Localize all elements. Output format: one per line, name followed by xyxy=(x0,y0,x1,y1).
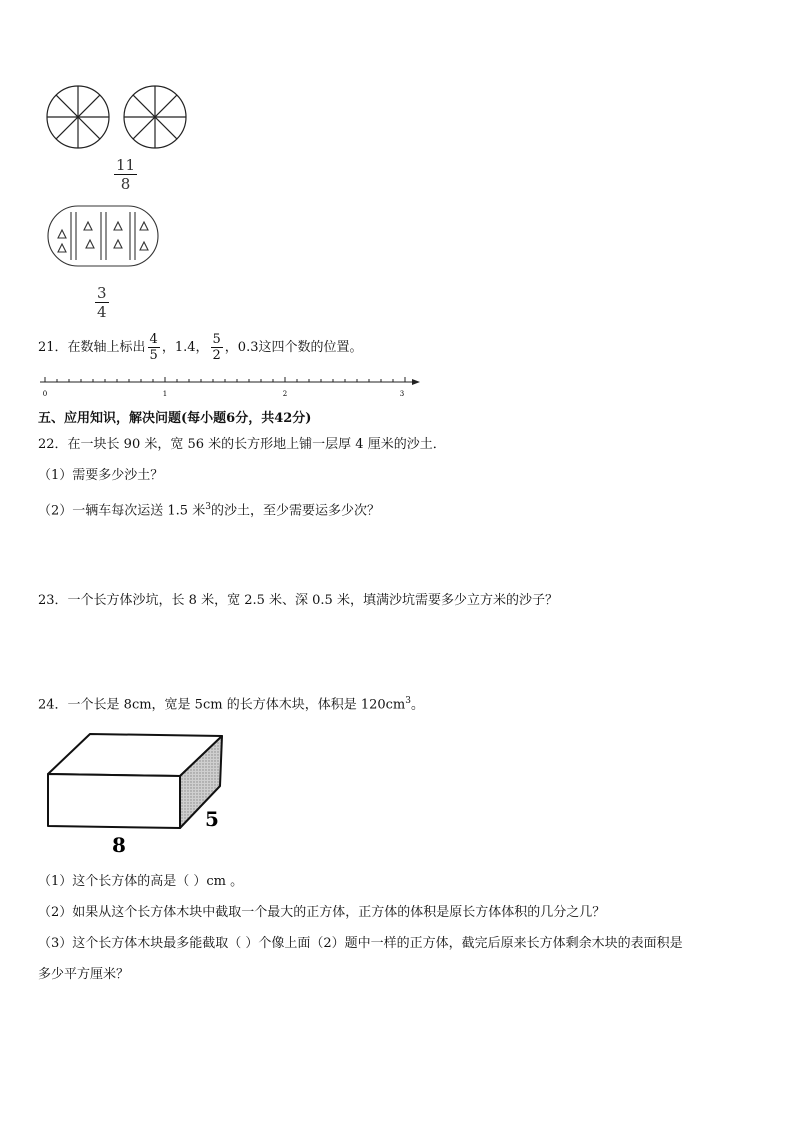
question-22-part-2 xyxy=(38,498,380,520)
q21-fraction-2 xyxy=(211,332,223,363)
q22-part2-sup: 3 xyxy=(205,502,211,512)
question-22-stem: 22．在一块长 90 米，宽 56 米的长方形地上铺一层厚 4 厘米的沙土． xyxy=(38,437,446,452)
triangle-shape xyxy=(140,222,148,230)
axis-label-2: 2 xyxy=(282,390,288,398)
circles-fraction-label xyxy=(114,156,137,193)
cuboid-length-label: 8 xyxy=(112,833,126,857)
triangles-oval-figure xyxy=(44,202,164,272)
triangle-shape xyxy=(58,230,66,238)
q21-frac1-denominator: 5 xyxy=(149,348,158,363)
q21-frac2-denominator: 2 xyxy=(212,348,221,363)
question-24-part-3-line-1: （3）这个长方体木块最多能截取（ ）个像上面（2）题中一样的正方体，截完后原来长方体剩余木块的表面积是 xyxy=(38,936,683,951)
q24-stem-b: 。 xyxy=(411,697,425,713)
cuboid-front-face xyxy=(48,774,180,828)
q22-part2-a: （2）一辆车每次运送 1.5 米 xyxy=(38,503,206,519)
arrow-right-icon xyxy=(412,379,420,385)
oval-fraction-label xyxy=(95,284,109,321)
cuboid-width-label: 5 xyxy=(205,807,219,831)
q21-prefix: 21．在数轴上标出 xyxy=(38,340,146,355)
eighths-circle-left xyxy=(47,86,109,148)
q21-mid: ，1.4， xyxy=(161,340,209,355)
q21-frac2-numerator: 5 xyxy=(212,332,221,347)
section-5-title: 五、应用知识，解决问题(每小题6分，共42分) xyxy=(38,411,312,426)
cuboid-figure xyxy=(40,730,240,858)
triangle-shape xyxy=(114,222,122,230)
question-21 xyxy=(38,330,362,366)
eighths-circles-figure xyxy=(40,78,200,164)
q21-fraction-1 xyxy=(148,332,160,363)
triangle-shape xyxy=(84,222,92,230)
q22-part2-b: 的沙土，至少需要运多少次？ xyxy=(210,503,380,519)
circles-fraction-denominator: 8 xyxy=(120,175,131,193)
question-24-part-3-line-2: 多少平方厘米？ xyxy=(38,967,130,982)
triangle-shape xyxy=(86,240,94,248)
question-24-stem xyxy=(38,692,424,714)
question-24-part-2: （2）如果从这个长方体木块中截取一个最大的正方体，正方体的体积是原长方体体积的几分之几？ xyxy=(38,905,606,920)
triangle-shape xyxy=(140,242,148,250)
axis-label-3: 3 xyxy=(399,390,405,398)
triangle-shape xyxy=(114,240,122,248)
oval-fraction-denominator: 4 xyxy=(97,303,107,321)
q24-stem-a: 24．一个长是 8cm，宽是 5cm 的长方体木块，体积是 120cm xyxy=(38,697,406,713)
number-line xyxy=(36,374,426,400)
q24-stem-sup: 3 xyxy=(405,696,411,706)
oval-fraction-numerator: 3 xyxy=(97,284,107,302)
q21-frac1-numerator: 4 xyxy=(149,332,158,347)
q21-suffix: ，0.3这四个数的位置。 xyxy=(224,340,363,355)
axis-label-0: 0 xyxy=(42,390,48,398)
eighths-circle-right xyxy=(124,86,186,148)
triangle-shape xyxy=(58,244,66,252)
question-23-stem: 23．一个长方体沙坑，长 8 米，宽 2.5 米、深 0.5 米，填满沙坑需要多少立方米的沙子？ xyxy=(38,593,558,608)
circles-fraction-numerator: 11 xyxy=(116,156,136,174)
question-24-part-1: （1）这个长方体的高是（ ）cm 。 xyxy=(38,874,244,889)
axis-label-1: 1 xyxy=(162,390,168,398)
question-22-part-1: （1）需要多少沙土？ xyxy=(38,468,164,483)
